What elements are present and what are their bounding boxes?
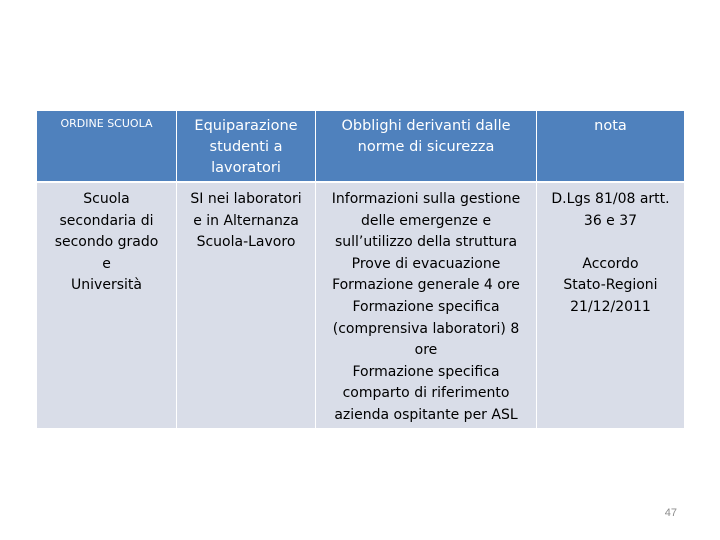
cell-nota-line: Accordo <box>582 255 639 272</box>
cell-nota-line: D.Lgs 81/08 artt. <box>551 191 670 207</box>
header-nota-text: nota <box>594 118 627 134</box>
table-row <box>37 183 684 428</box>
header-ordine-scuola-text: ORDINE SCUOLA <box>60 117 153 130</box>
cell-obblighi-line: Prove di evacuazione <box>351 255 501 272</box>
cell-obblighi-line: comparto di riferimento <box>342 385 510 402</box>
page-number: 47 <box>664 507 677 519</box>
header-equiparazione-line: lavoratori <box>211 160 281 176</box>
table-header-row <box>37 111 684 183</box>
cell-nota-spacer <box>541 232 680 254</box>
header-equiparazione <box>176 111 315 183</box>
cell-equiparazione-line: SI nei laboratori <box>190 191 302 207</box>
header-nota <box>536 111 684 183</box>
header-obblighi-line: Obblighi derivanti dalle <box>341 118 511 134</box>
cell-nota <box>536 183 684 428</box>
cell-obblighi-line: ore <box>414 342 438 359</box>
cell-obblighi-line: Formazione generale 4 ore <box>332 277 520 294</box>
cell-ordine-line: Università <box>71 277 142 294</box>
header-obblighi <box>315 111 536 183</box>
cell-ordine-scuola <box>37 183 176 428</box>
cell-obblighi-line: (comprensiva laboratori) 8 <box>332 320 520 337</box>
cell-ordine-line: secondo grado <box>54 234 159 251</box>
header-ordine-scuola <box>37 111 176 183</box>
cell-nota-line: 36 e 37 <box>583 212 638 229</box>
cell-equiparazione-line: Scuola-Lavoro <box>196 234 296 251</box>
cell-ordine-line: e <box>102 255 111 272</box>
cell-obblighi-line: Informazioni sulla gestione <box>331 191 521 207</box>
safety-obligations-table <box>37 111 684 428</box>
cell-equiparazione <box>176 183 315 428</box>
header-obblighi-line: norme di sicurezza <box>357 139 495 155</box>
cell-obblighi-line: azienda ospitante per ASL <box>334 406 518 423</box>
cell-obblighi-line: Formazione specifica <box>352 363 500 380</box>
cell-nota-line: 21/12/2011 <box>570 298 651 315</box>
header-equiparazione-line: Equiparazione <box>194 118 298 134</box>
header-equiparazione-line: studenti a <box>209 139 283 155</box>
cell-ordine-line: secondaria di <box>59 212 154 229</box>
cell-obblighi-line: sull’utilizzo della struttura <box>334 234 518 251</box>
cell-nota-line: Stato-Regioni <box>563 277 658 294</box>
cell-equiparazione-line: e in Alternanza <box>193 212 299 229</box>
cell-ordine-line: Scuola <box>83 191 130 207</box>
cell-obblighi-line: Formazione specifica <box>352 298 500 315</box>
cell-obblighi-line: delle emergenze e <box>360 212 492 229</box>
cell-obblighi <box>315 183 536 428</box>
